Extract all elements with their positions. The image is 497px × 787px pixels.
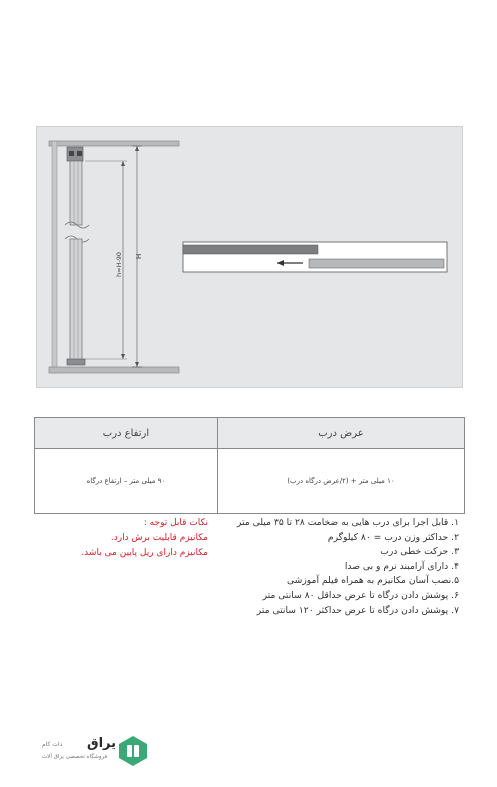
list-item: ۵.نصب آسان مکانیزم به همراه فیلم آموزشی (286, 575, 459, 587)
list-item: ۳. حرکت خطی درب (380, 546, 459, 558)
logo-mark-icon (116, 734, 150, 768)
height-value: ۹۰ میلی متر – ارتفاع درگاه (35, 449, 218, 514)
door-section-drawing (37, 127, 464, 389)
note-line: مکانیزم قابلیت برش دارد. (110, 533, 208, 543)
dimension-inner-label: h=H-90 (115, 251, 123, 277)
height-header: ارتفاع درب (35, 418, 218, 449)
table-header-row (35, 418, 465, 449)
spec-table (34, 417, 465, 514)
note-line: مکانیزم دارای ریل پایین می باشد. (81, 548, 208, 558)
table-row (35, 449, 465, 514)
dimension-h-label: H (135, 253, 143, 259)
logo-tagline: فروشگاه تخصصی یراق آلات (42, 754, 108, 760)
list-item: ۲. حداکثر وزن درب = ۸۰ کیلوگرم (327, 531, 459, 543)
brand-logo (40, 734, 150, 768)
logo-dotcom: دات کام (42, 741, 63, 748)
list-item: ۶. پوشش دادن درگاه تا عرض حداقل ۸۰ سانتی متر (262, 589, 459, 601)
list-item: ۴. دارای آرامبند نرم و بی صدا (344, 560, 459, 572)
features-list (199, 516, 459, 618)
width-header: عرض درب (217, 418, 464, 449)
technical-drawing (36, 126, 463, 388)
list-item: ۷. پوشش دادن درگاه تا عرض حداکثر ۱۲۰ سانتی متر (256, 604, 459, 616)
list-item: ۱. قابل اجرا برای درب هایی به ضخامت ۲۸ تا ۳۵ میلی متر (236, 517, 459, 528)
notes-title: نکات قابل توجه : (143, 518, 208, 528)
width-value: ۱۰ میلی متر + (۲/عرض درگاه درب) (217, 449, 464, 514)
notes-box (58, 516, 208, 561)
logo-name: یراق (86, 736, 116, 751)
